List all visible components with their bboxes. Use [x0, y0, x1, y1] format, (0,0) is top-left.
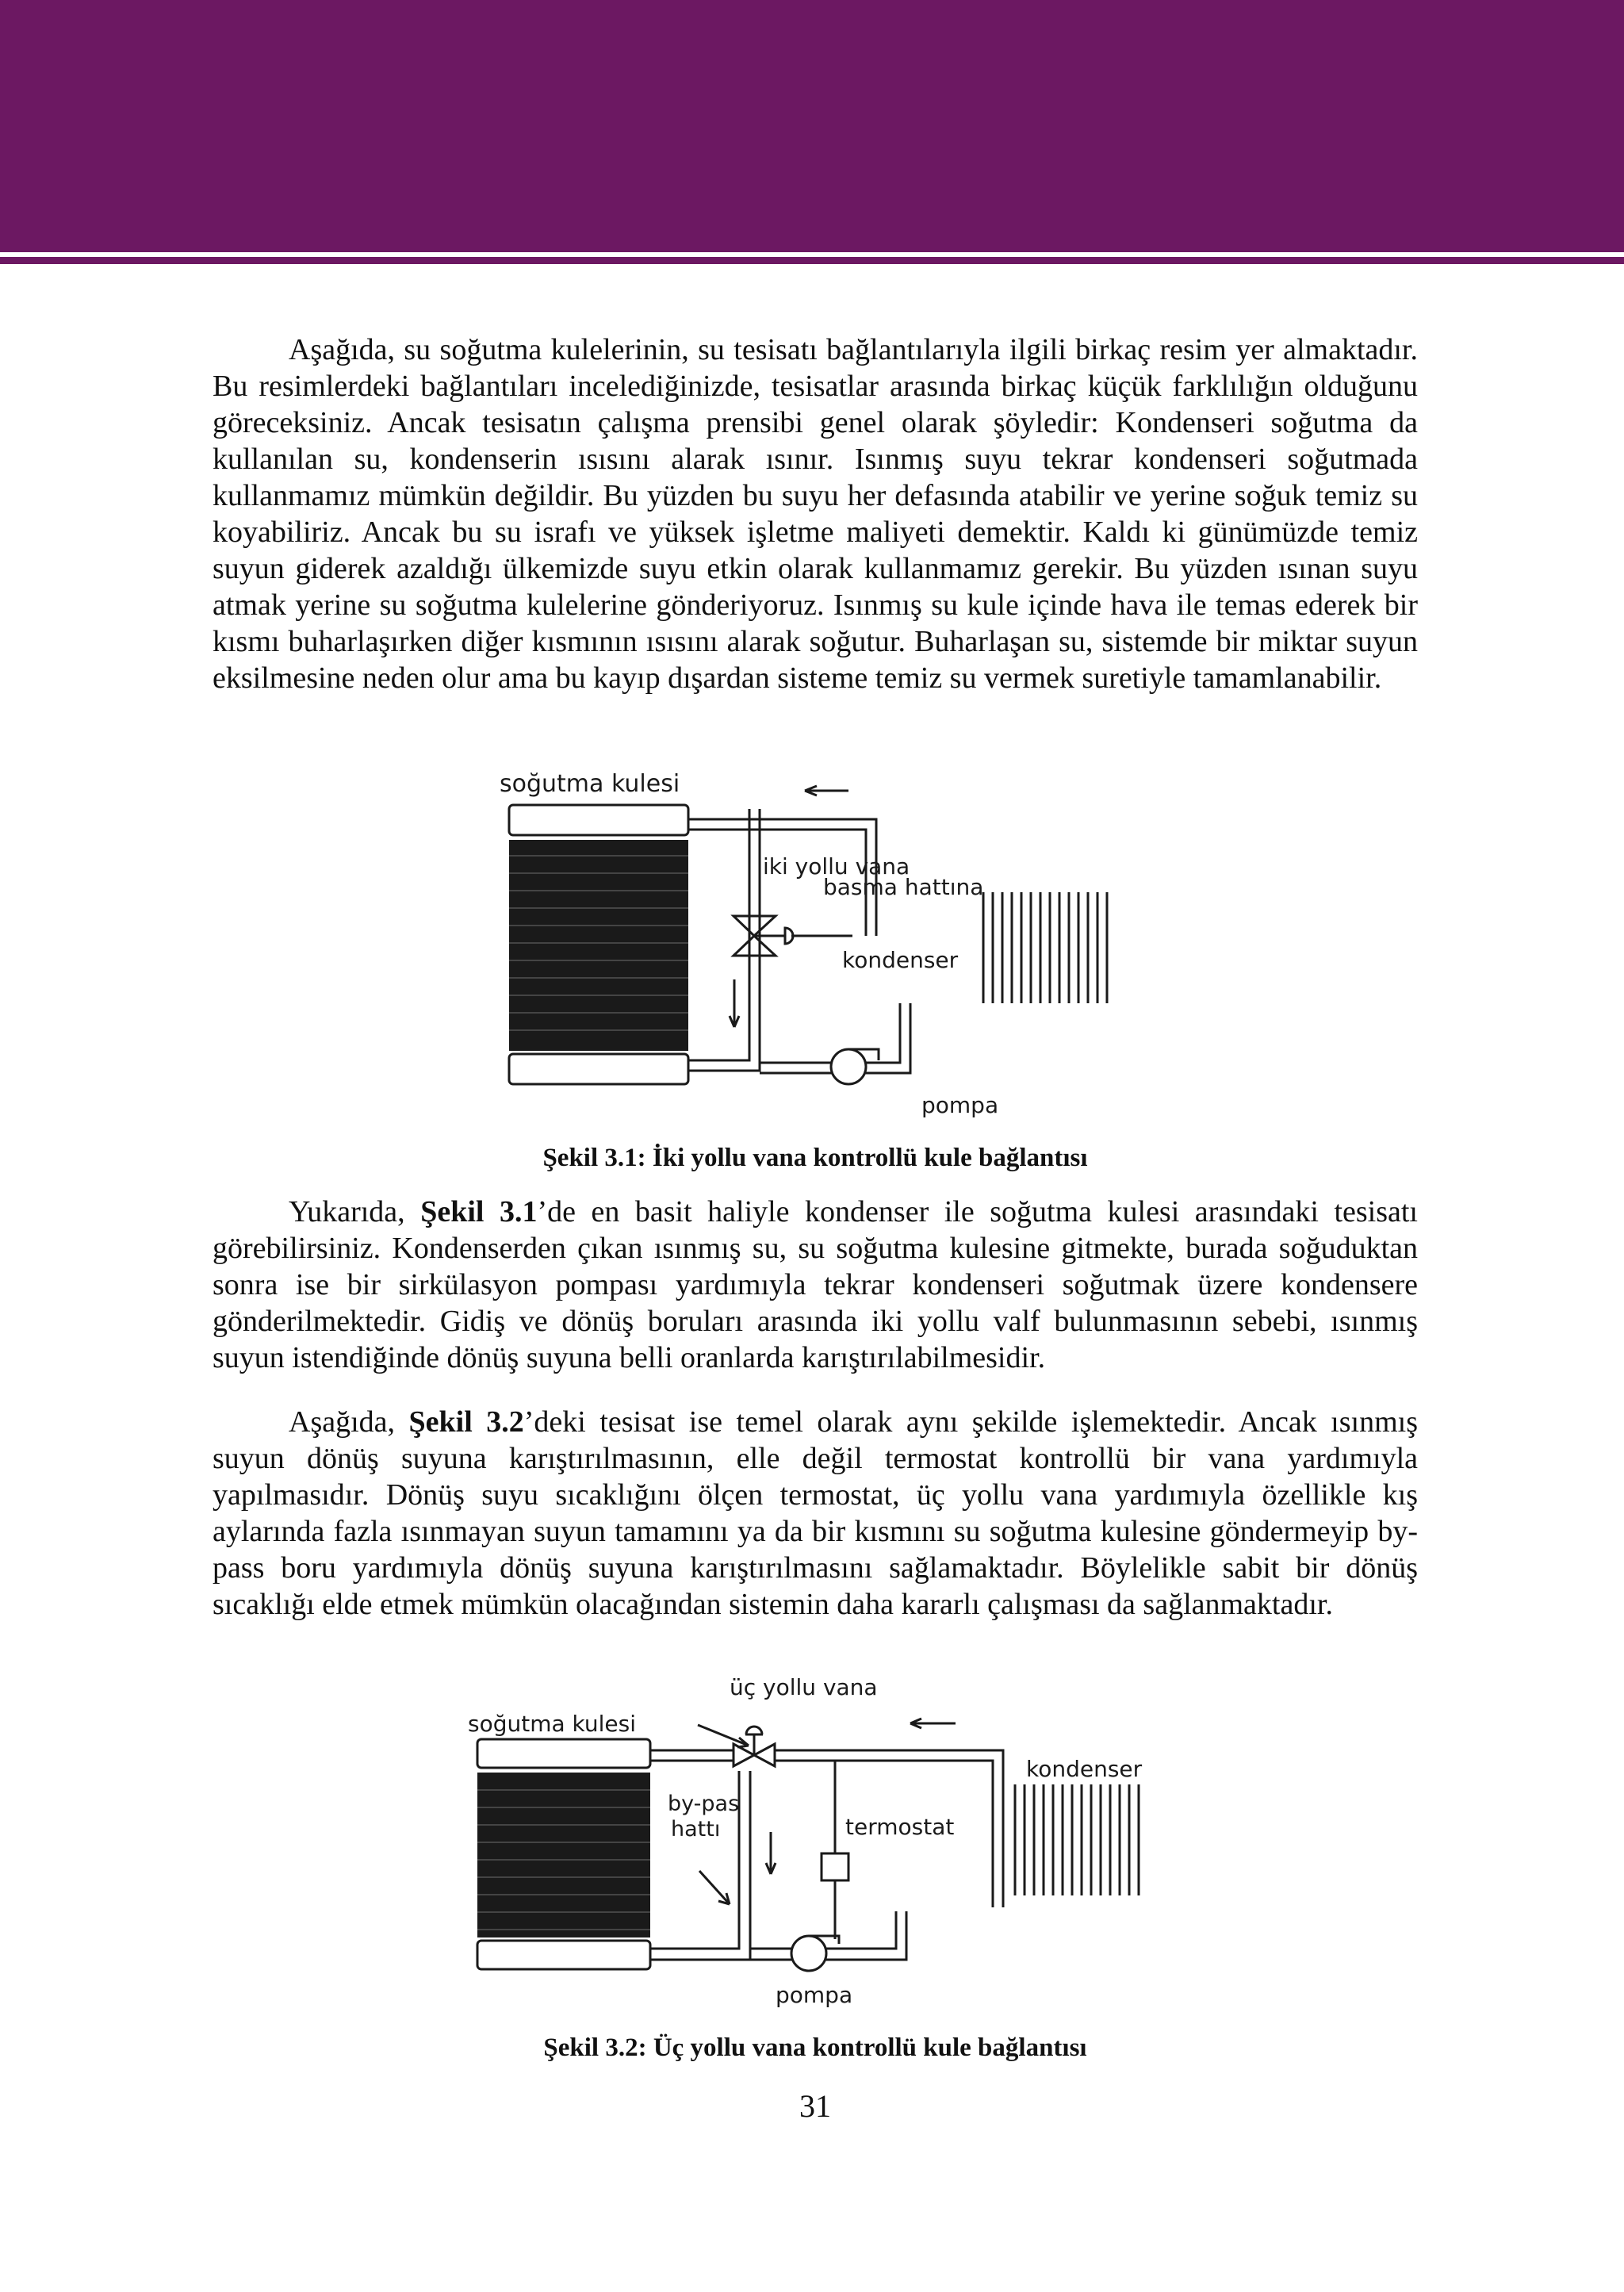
- fig2-label-bypass-1: by-pas: [668, 1792, 740, 1816]
- figure-3-1-caption: Şekil 3.1: İki yollu vana kontrollü kule bağlantısı: [542, 1144, 1088, 1172]
- two-way-valve-diagram: [492, 765, 1142, 1130]
- fig2-label-thermostat: termostat: [845, 1814, 955, 1840]
- paragraph-intro: Aşağıda, su soğutma kulelerinin, su tesisatı bağlantılarıyla ilgili birkaç resim yer almaktadır. Bu resimlerdeki bağlantıları incelediğinizde, tesisatlar arasında birkaç küçük farklılığın olduğunu göreceksiniz. Ancak tesisatın çalışma prensibi genel olarak şöyledir: Kondenseri soğutma da kullanılan su, kondenserin ısısını alarak ısınır. Isınmış suyu tekrar kondenseri soğutmada kullanmamız mümkün değildir. Bu yüzden bu suyu her defasında atabilir ve yerine soğuk temiz su koyabiliriz. Ancak bu su israfı ve yüksek işletme maliyeti demektir. Kaldı ki günümüzde temiz suyun giderek azaldığı ülkemizde suyu etkin olarak kullanmamız gerekir. Bu yüzden ısınan suyu atmak yerine su soğutma kulelerine gönderiyoruz. Isınmış su kule içinde hava ile temas ederek bir kısmı buharlaşırken diğer kısmının ısısını alarak soğutur. Buharlaşan su, sistemde bir miktar suyun eksilmesine neden olur ama bu kayıp dışardan sisteme temiz su vermek suretiyle tamamlanabilir.: [213, 333, 1418, 695]
- condenser-fins: [983, 892, 1107, 1003]
- condenser-fins: [1015, 1784, 1139, 1895]
- figure-3-1-diagram: [492, 765, 1142, 1130]
- fig2-label-valve: üç yollu vana: [730, 1674, 878, 1700]
- fig1-label-condenser: kondenser: [842, 947, 959, 973]
- fig2-label-bypass-2: hattı: [671, 1817, 721, 1842]
- paragraph-figure-3-1: [213, 1194, 1418, 1376]
- figure-reference: Şekil 3.1: [420, 1195, 538, 1228]
- fig1-label-discharge: basma hattına: [823, 874, 984, 900]
- fig2-label-pump: pompa: [776, 1982, 853, 2008]
- fig1-label-valve: iki yollu vana: [763, 853, 910, 880]
- figure-3-2-caption: Şekil 3.2: Üç yollu vana kontrollü kule bağlantısı: [543, 2033, 1087, 2062]
- tower-fill: [509, 840, 688, 1051]
- fig2-label-tower: soğutma kulesi: [468, 1711, 637, 1737]
- three-way-valve-diagram: [460, 1669, 1205, 2010]
- fig1-label-pump: pompa: [921, 1092, 999, 1118]
- tower-fill: [477, 1773, 650, 1937]
- fig1-label-tower: soğutma kulesi: [500, 770, 680, 798]
- header-rule: [0, 257, 1624, 264]
- text-span: ’deki tesisat ise temel olarak aynı şekilde işlemektedir. Ancak ısınmış suyun dönüş suyuna karıştırılmasının, elle değil termostat kontrollü bir vana yardımıyla yapılmasıdır. Dönüş suyu sıcaklığını ölçen termostat, üç yollu vana yardımıyla özellikle kış aylarında fazla ısınmayan suyun tamamını ya da bir kısmını su soğutma kulesine göndermeyip by-pass boru yardımıyla dönüş suyuna karıştırılmasını sağlamaktadır. Böylelikle sabit bir dönüş sıcaklığı elde etmek mümkün olacağından sistemin daha kararlı çalışması da sağlanmaktadır.: [213, 1405, 1418, 1621]
- figure-reference: Şekil 3.2: [408, 1405, 524, 1439]
- fig2-label-condenser: kondenser: [1026, 1756, 1143, 1782]
- page-number: 31: [799, 2088, 831, 2124]
- header-band: [0, 0, 1624, 252]
- text-span: Yukarıda,: [289, 1195, 421, 1228]
- text-span: ’de en basit haliyle kondenser ile soğutma kulesi arasındaki tesisatı görebilirsiniz. Kondenserden çıkan ısınmış su, su soğutma kulesine gitmekte, burada soğuduktan sonra ise bir sirkülasyon pompası yardımıyla tekrar kondenseri soğutmak üzere kondensere gönderilmektedir. Gidiş ve dönüş boruları arasında iki yollu valf bulunmasının sebebi, ısınmış suyun istendiğinde dönüş suyuna belli oranlarda karıştırılabilmesidir.: [213, 1195, 1418, 1374]
- figure-3-2-diagram: [460, 1669, 1205, 2010]
- paragraph-figure-3-2: [213, 1404, 1418, 1623]
- text-span: Aşağıda,: [289, 1405, 409, 1439]
